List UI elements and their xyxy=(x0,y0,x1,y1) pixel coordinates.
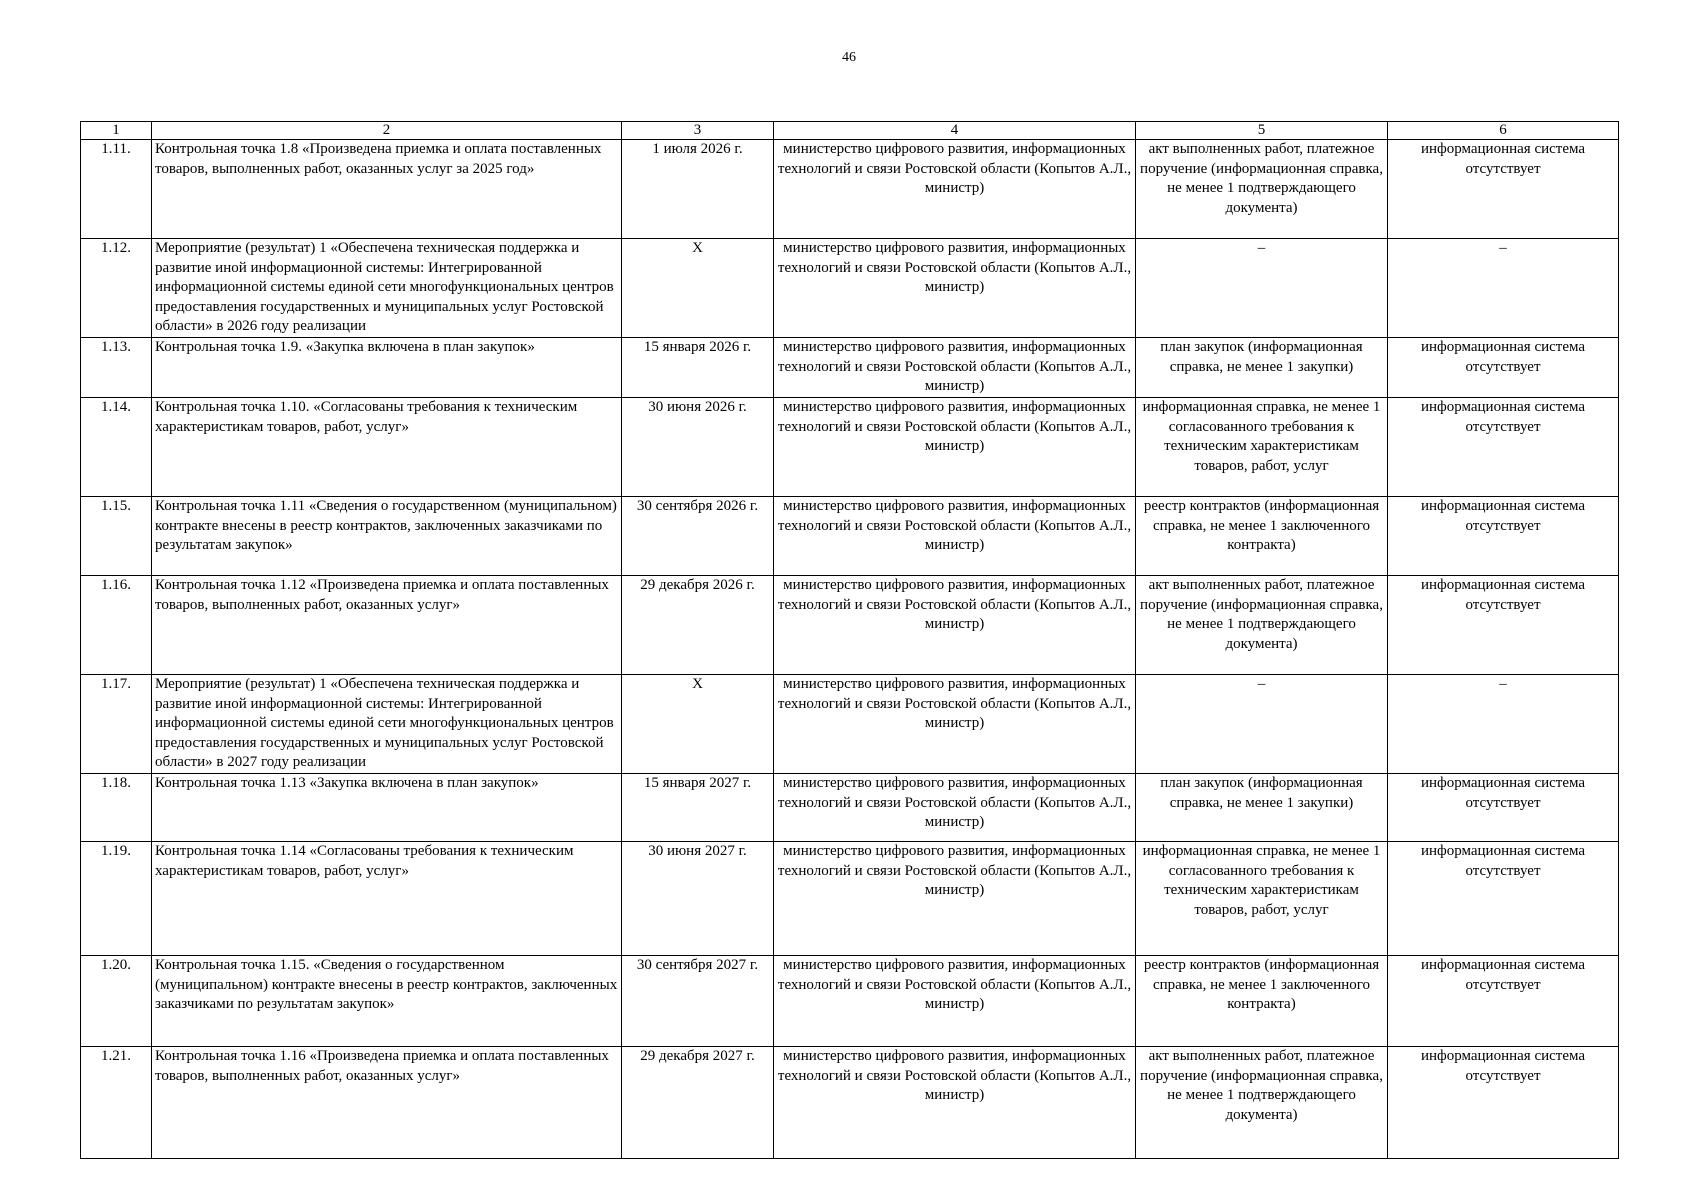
row-number: 1.12. xyxy=(81,239,152,338)
table-row xyxy=(81,675,1619,774)
row-responsible: министерство цифрового развития, информационных технологий и связи Ростовской области (Копытов А.Л., министр) xyxy=(774,774,1136,842)
row-number: 1.20. xyxy=(81,956,152,1047)
row-date: Х xyxy=(622,239,774,338)
header-cell: 1 xyxy=(81,122,152,140)
table-row xyxy=(81,497,1619,576)
row-date: 15 января 2027 г. xyxy=(622,774,774,842)
row-system: – xyxy=(1388,675,1619,774)
row-date: 1 июля 2026 г. xyxy=(622,140,774,239)
table-row xyxy=(81,956,1619,1047)
row-system: информационная система отсутствует xyxy=(1388,140,1619,239)
row-date: 29 декабря 2026 г. xyxy=(622,576,774,675)
row-document: план закупок (информационная справка, не менее 1 закупки) xyxy=(1136,774,1388,842)
row-number: 1.13. xyxy=(81,338,152,398)
row-document: – xyxy=(1136,239,1388,338)
row-document: реестр контрактов (информационная справка, не менее 1 заключенного контракта) xyxy=(1136,956,1388,1047)
row-title: Контрольная точка 1.11 «Сведения о государственном (муниципальном) контракте внесены в реестр контрактов, заключенных заказчиками по результатам закупок» xyxy=(152,497,622,576)
row-document: – xyxy=(1136,675,1388,774)
row-title: Контрольная точка 1.14 «Согласованы требования к техническим характеристикам товаров, работ, услуг» xyxy=(152,842,622,956)
header-cell: 6 xyxy=(1388,122,1619,140)
row-responsible: министерство цифрового развития, информационных технологий и связи Ростовской области (Копытов А.Л., министр) xyxy=(774,140,1136,239)
row-date: 30 июня 2027 г. xyxy=(622,842,774,956)
header-cell: 3 xyxy=(622,122,774,140)
row-responsible: министерство цифрового развития, информационных технологий и связи Ростовской области (Копытов А.Л., министр) xyxy=(774,497,1136,576)
row-number: 1.18. xyxy=(81,774,152,842)
row-title: Контрольная точка 1.10. «Согласованы требования к техническим характеристикам товаров, работ, услуг» xyxy=(152,398,622,497)
row-number: 1.19. xyxy=(81,842,152,956)
row-document: акт выполненных работ, платежное поручение (информационная справка, не менее 1 подтверждающего документа) xyxy=(1136,576,1388,675)
row-document: реестр контрактов (информационная справка, не менее 1 заключенного контракта) xyxy=(1136,497,1388,576)
row-responsible: министерство цифрового развития, информационных технологий и связи Ростовской области (Копытов А.Л., министр) xyxy=(774,338,1136,398)
row-number: 1.11. xyxy=(81,140,152,239)
row-title: Контрольная точка 1.12 «Произведена приемка и оплата поставленных товаров, выполненных работ, оказанных услуг» xyxy=(152,576,622,675)
row-system: информационная система отсутствует xyxy=(1388,842,1619,956)
row-number: 1.15. xyxy=(81,497,152,576)
table-row xyxy=(81,842,1619,956)
row-title: Контрольная точка 1.16 «Произведена приемка и оплата поставленных товаров, выполненных работ, оказанных услуг» xyxy=(152,1047,622,1159)
row-system: информационная система отсутствует xyxy=(1388,497,1619,576)
row-number: 1.21. xyxy=(81,1047,152,1159)
row-title: Мероприятие (результат) 1 «Обеспечена техническая поддержка и развитие иной информационной системы: Интегрированной информационной системы единой сети многофункциональных центров предоставления государственных и муниципальных услуг Ростовской области» в 2026 году реализации xyxy=(152,239,622,338)
header-cell: 2 xyxy=(152,122,622,140)
table-row xyxy=(81,239,1619,338)
table-row xyxy=(81,140,1619,239)
row-date: 30 сентября 2027 г. xyxy=(622,956,774,1047)
row-system: – xyxy=(1388,239,1619,338)
row-number: 1.14. xyxy=(81,398,152,497)
row-document: акт выполненных работ, платежное поручение (информационная справка, не менее 1 подтверждающего документа) xyxy=(1136,140,1388,239)
row-responsible: министерство цифрового развития, информационных технологий и связи Ростовской области (Копытов А.Л., министр) xyxy=(774,576,1136,675)
row-date: 30 сентября 2026 г. xyxy=(622,497,774,576)
row-date: 29 декабря 2027 г. xyxy=(622,1047,774,1159)
row-title: Контрольная точка 1.15. «Сведения о государственном (муниципальном) контракте внесены в реестр контрактов, заключенных заказчиками по результатам закупок» xyxy=(152,956,622,1047)
row-responsible: министерство цифрового развития, информационных технологий и связи Ростовской области (Копытов А.Л., министр) xyxy=(774,842,1136,956)
row-document: информационная справка, не менее 1 согласованного требования к техническим характеристикам товаров, работ, услуг xyxy=(1136,842,1388,956)
row-title: Контрольная точка 1.9. «Закупка включена в план закупок» xyxy=(152,338,622,398)
row-responsible: министерство цифрового развития, информационных технологий и связи Ростовской области (Копытов А.Л., министр) xyxy=(774,239,1136,338)
table-header-row xyxy=(81,122,1619,140)
row-responsible: министерство цифрового развития, информационных технологий и связи Ростовской области (Копытов А.Л., министр) xyxy=(774,398,1136,497)
header-cell: 4 xyxy=(774,122,1136,140)
table-row xyxy=(81,774,1619,842)
row-system: информационная система отсутствует xyxy=(1388,956,1619,1047)
row-document: информационная справка, не менее 1 согласованного требования к техническим характеристикам товаров, работ, услуг xyxy=(1136,398,1388,497)
row-system: информационная система отсутствует xyxy=(1388,338,1619,398)
table-row xyxy=(81,1047,1619,1159)
control-points-table xyxy=(80,121,1619,1159)
table-row xyxy=(81,576,1619,675)
row-number: 1.17. xyxy=(81,675,152,774)
page-number: 46 xyxy=(842,50,856,65)
row-date: Х xyxy=(622,675,774,774)
row-date: 30 июня 2026 г. xyxy=(622,398,774,497)
row-document: акт выполненных работ, платежное поручение (информационная справка, не менее 1 подтверждающего документа) xyxy=(1136,1047,1388,1159)
table-row xyxy=(81,338,1619,398)
table-row xyxy=(81,398,1619,497)
row-responsible: министерство цифрового развития, информационных технологий и связи Ростовской области (Копытов А.Л., министр) xyxy=(774,675,1136,774)
row-date: 15 января 2026 г. xyxy=(622,338,774,398)
row-system: информационная система отсутствует xyxy=(1388,774,1619,842)
row-responsible: министерство цифрового развития, информационных технологий и связи Ростовской области (Копытов А.Л., министр) xyxy=(774,1047,1136,1159)
row-title: Контрольная точка 1.13 «Закупка включена в план закупок» xyxy=(152,774,622,842)
header-cell: 5 xyxy=(1136,122,1388,140)
row-title: Контрольная точка 1.8 «Произведена приемка и оплата поставленных товаров, выполненных работ, оказанных услуг за 2025 год» xyxy=(152,140,622,239)
row-system: информационная система отсутствует xyxy=(1388,1047,1619,1159)
row-document: план закупок (информационная справка, не менее 1 закупки) xyxy=(1136,338,1388,398)
row-system: информационная система отсутствует xyxy=(1388,576,1619,675)
row-system: информационная система отсутствует xyxy=(1388,398,1619,497)
row-responsible: министерство цифрового развития, информационных технологий и связи Ростовской области (Копытов А.Л., министр) xyxy=(774,956,1136,1047)
row-number: 1.16. xyxy=(81,576,152,675)
row-title: Мероприятие (результат) 1 «Обеспечена техническая поддержка и развитие иной информационной системы: Интегрированной информационной системы единой сети многофункциональных центров предоставления государственных и муниципальных услуг Ростовской области» в 2027 году реализации xyxy=(152,675,622,774)
